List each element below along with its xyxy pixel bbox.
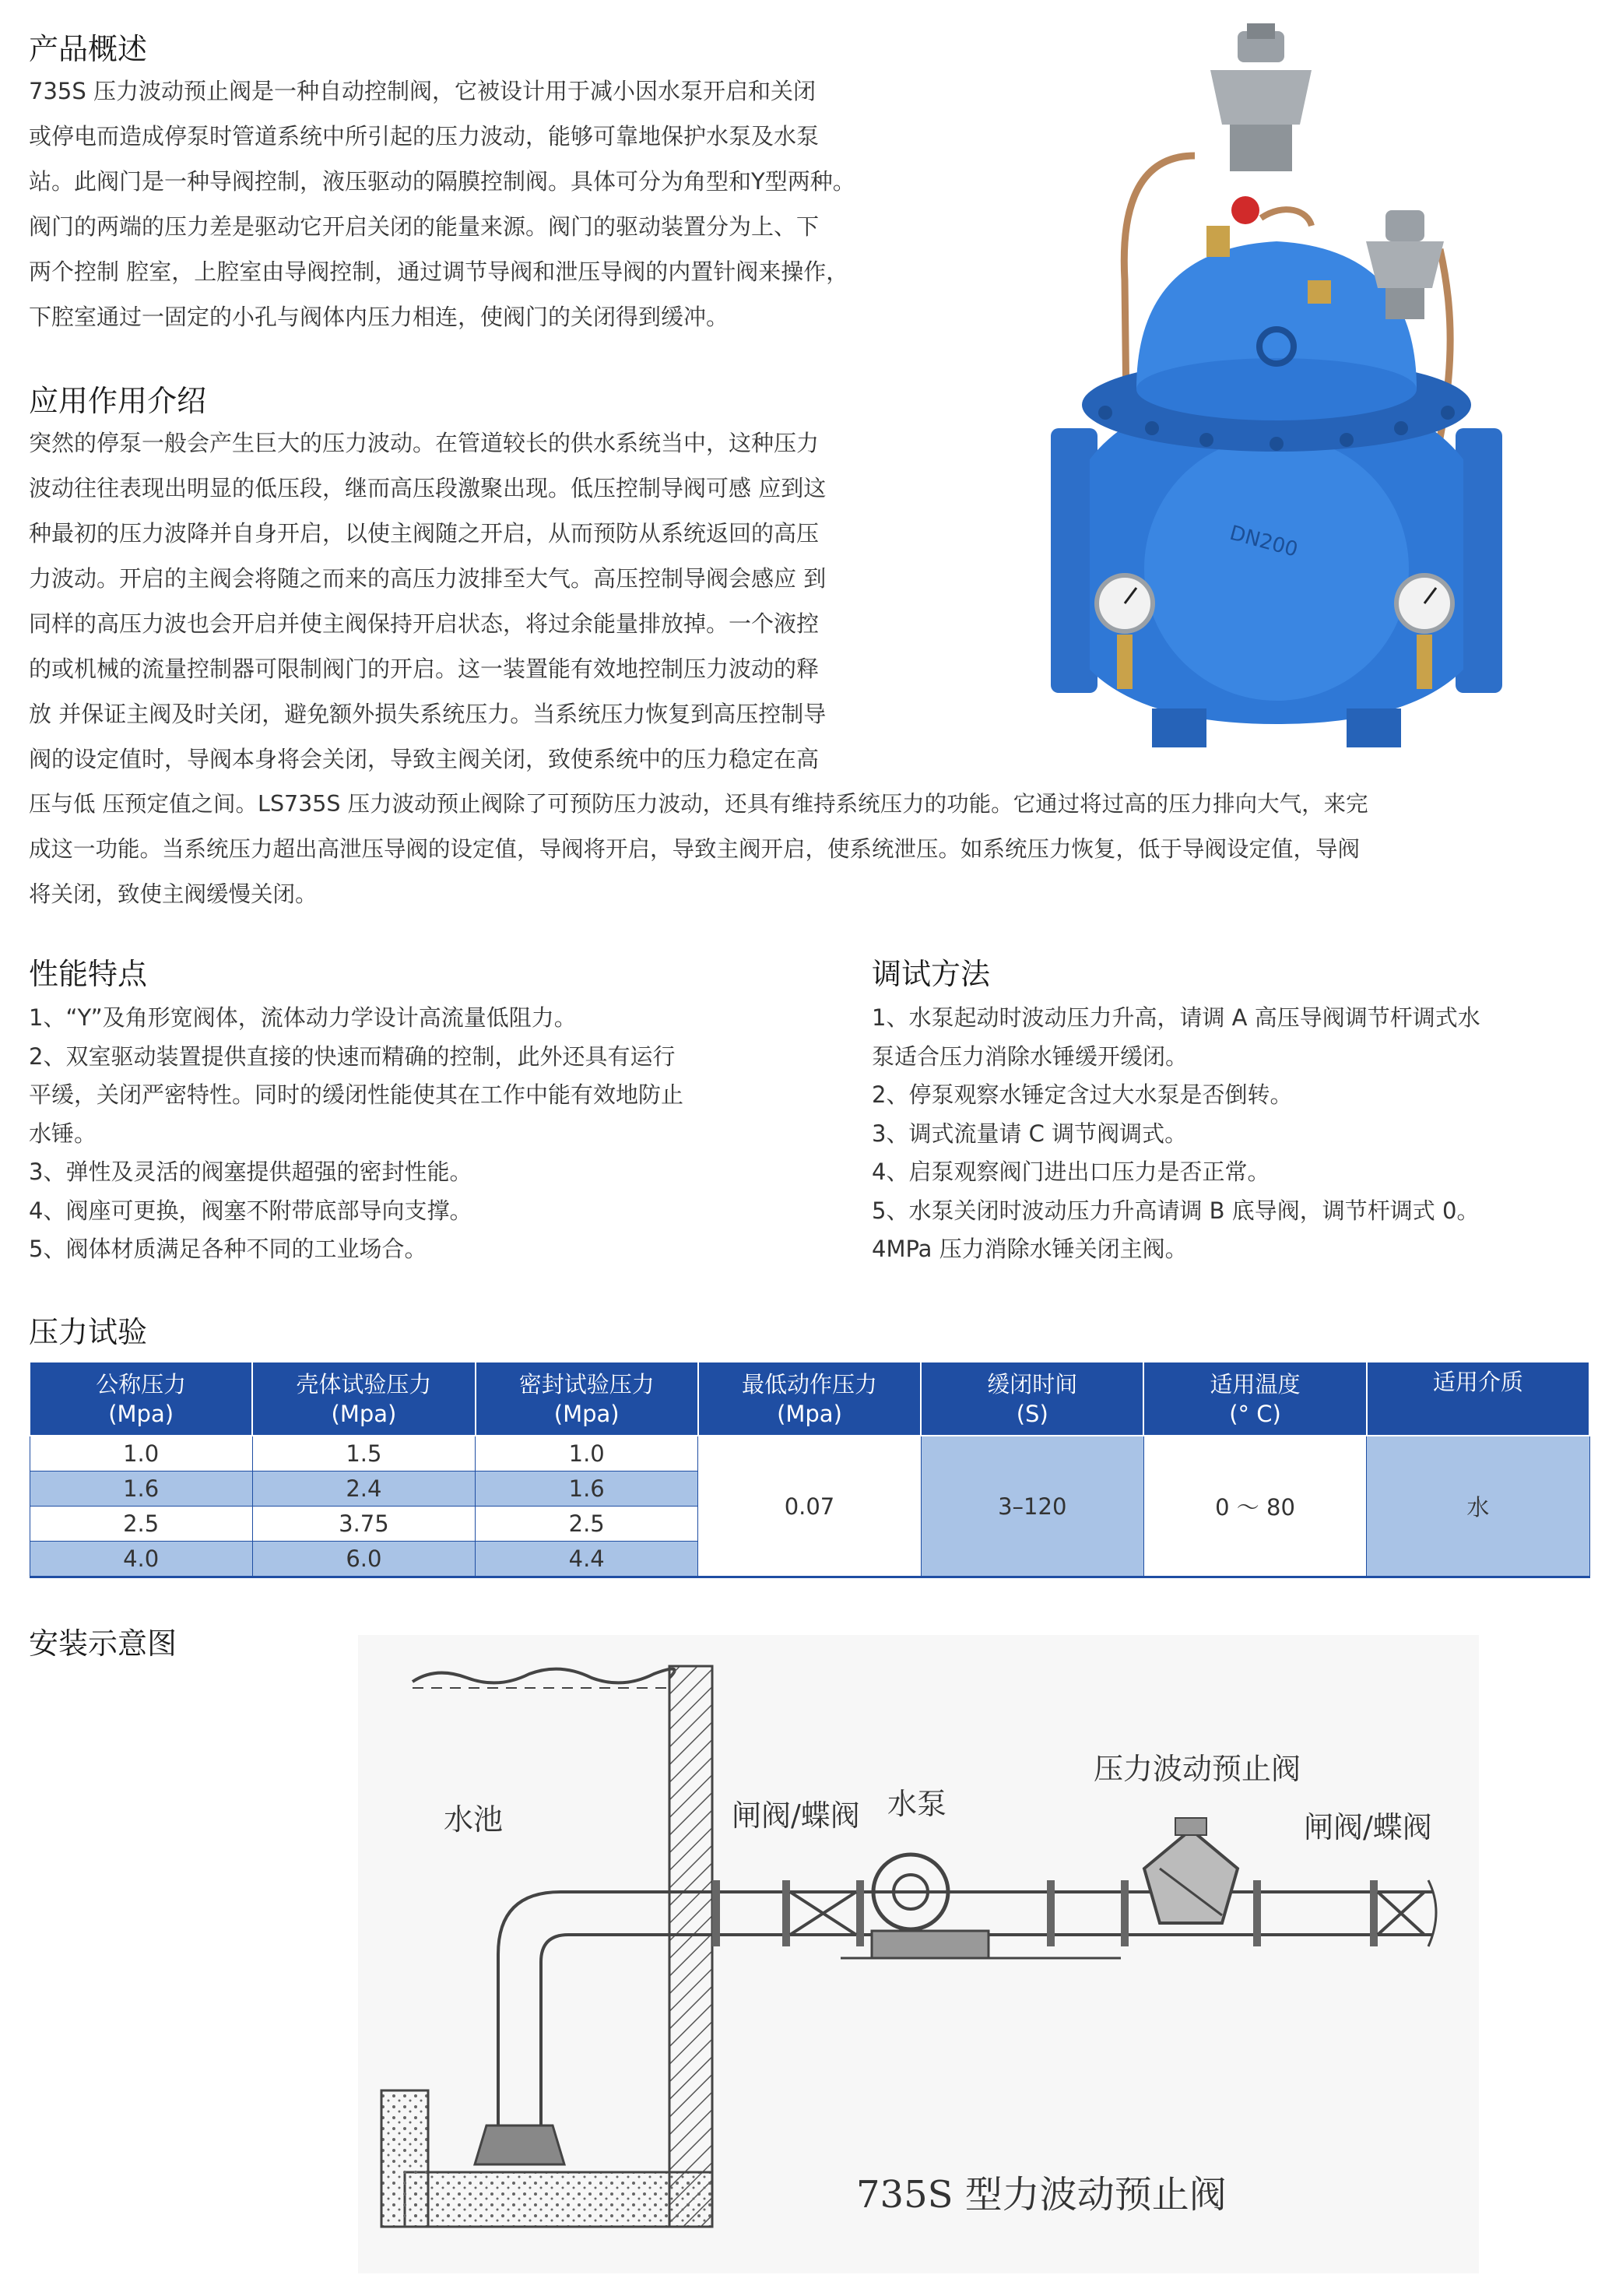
features-item: 水锤。 bbox=[29, 1120, 97, 1147]
table-cell: 4.0 bbox=[30, 1542, 252, 1577]
features-item: 1、“Y”及角形宽阀体，流体动力学设计高流量低阻力。 bbox=[29, 1004, 577, 1031]
overview-line: 或停电而造成停泵时管道系统中所引起的压力波动，能够可靠地保护水泵及水泵 bbox=[29, 123, 820, 149]
table-header bbox=[1143, 1362, 1366, 1436]
temperature-cell: 0 ～ 80 bbox=[1143, 1436, 1366, 1577]
overview-line: 阀门的两端的压力差是驱动它开启关闭的能量来源。阀门的驱动装置分为上、下 bbox=[29, 213, 820, 240]
header-line: (Mpa) bbox=[331, 1400, 397, 1427]
table-cell: 3.75 bbox=[252, 1507, 475, 1542]
header-line: 公称压力 bbox=[96, 1370, 187, 1398]
header-line: (Mpa) bbox=[108, 1400, 174, 1427]
application-line: 的或机械的流量控制器可限制阀门的开启。这一装置能有效地控制压力波动的释 bbox=[29, 656, 820, 682]
gate-valve-label-1: 闸阀/蝶阀 bbox=[732, 1798, 860, 1833]
header-line: 最低动作压力 bbox=[741, 1370, 877, 1398]
application-full-line: 压与低 压预定值之间。LS735S 压力波动预止阀除了可预防压力波动，还具有维持系统压力的功能。它通过将过高的压力排向大气，来完 bbox=[29, 791, 1368, 817]
installation-diagram-svg bbox=[358, 1635, 1479, 2273]
pressure-test-title: 压力试验 bbox=[29, 1315, 148, 1349]
features-item: 4、阀座可更换，阀塞不附带底部导向支撑。 bbox=[29, 1197, 472, 1224]
medium-cell: 水 bbox=[1367, 1436, 1589, 1577]
table-header bbox=[698, 1362, 921, 1436]
table-row bbox=[30, 1436, 1589, 1471]
gate-valve-label-2: 闸阀/蝶阀 bbox=[1304, 1810, 1432, 1844]
application-line: 波动往往表现出明显的低压段，继而高压段激聚出现。低压控制导阀可感 应到这 bbox=[29, 475, 827, 501]
debug-list bbox=[872, 999, 1480, 1269]
valve-product-image bbox=[1051, 23, 1502, 755]
application-line: 同样的高压力波也会开启并使主阀保持开启状态，将过余能量排放掉。一个液控 bbox=[29, 610, 820, 637]
table-cell: 4.4 bbox=[476, 1542, 698, 1577]
features-item: 3、弹性及灵活的阀塞提供超强的密封性能。 bbox=[29, 1159, 472, 1185]
debug-item: 3、调式流量请 C 调节阀调式。 bbox=[872, 1120, 1188, 1147]
diagram-caption: 735S 型力波动预止阀 bbox=[856, 2173, 1227, 2217]
overview-line: 站。此阀门是一种导阀控制，液压驱动的隔膜控制阀。具体可分为角型和Y型两种。 bbox=[29, 168, 855, 195]
features-item: 2、双室驱动装置提供直接的快速而精确的控制，此外还具有运行 bbox=[29, 1043, 676, 1070]
table-header bbox=[1367, 1362, 1589, 1436]
table-header bbox=[30, 1362, 252, 1436]
features-item: 平缓，关闭严密特性。同时的缓闭性能使其在工作中能有效地防止 bbox=[29, 1081, 684, 1108]
application-line: 种最初的压力波降并自身开启，以使主阀随之开启，从而预防从系统返回的高压 bbox=[29, 520, 820, 547]
header-line: 适用介质 bbox=[1432, 1369, 1523, 1395]
application-continuation bbox=[29, 782, 1368, 917]
debug-item: 5、水泵关闭时波动压力升高请调 B 底导阀，调节杆调式 0。 bbox=[872, 1197, 1480, 1224]
table-header-row bbox=[30, 1362, 1589, 1436]
debug-item: 泵适合压力消除水锤缓开缓闭。 bbox=[872, 1043, 1189, 1070]
overview-paragraph bbox=[29, 69, 855, 339]
table-cell: 1.0 bbox=[476, 1436, 698, 1471]
table-cell: 2.5 bbox=[476, 1507, 698, 1542]
features-title: 性能特点 bbox=[29, 957, 148, 991]
pump-label: 水泵 bbox=[887, 1787, 947, 1821]
application-line: 突然的停泵一般会产生巨大的压力波动。在管道较长的供水系统当中，这种压力 bbox=[29, 430, 820, 456]
debug-item: 4、启泵观察阀门进出口压力是否正常。 bbox=[872, 1159, 1270, 1185]
table-cell: 1.5 bbox=[252, 1436, 475, 1471]
overview-line: 下腔室通过一固定的小孔与阀体内压力相连，使阀门的关闭得到缓冲。 bbox=[29, 304, 729, 330]
application-full-line: 将关闭，致使主阀缓慢关闭。 bbox=[29, 881, 318, 907]
header-line: (Mpa) bbox=[553, 1400, 620, 1427]
table-cell: 2.5 bbox=[30, 1507, 252, 1542]
close-time-cell: 3–120 bbox=[921, 1436, 1143, 1577]
surge-valve-label: 压力波动预止阀 bbox=[1094, 1752, 1301, 1786]
overview-line: 两个控制 腔室，上腔室由导阀控制，通过调节导阀和泄压导阀的内置针阀来操作， bbox=[29, 258, 849, 285]
table-cell: 1.0 bbox=[30, 1436, 252, 1471]
header-line: 缓闭时间 bbox=[987, 1370, 1078, 1398]
pool-label: 水池 bbox=[444, 1802, 504, 1837]
table-header bbox=[921, 1362, 1143, 1436]
header-line: (° C) bbox=[1229, 1400, 1281, 1427]
table-header bbox=[252, 1362, 475, 1436]
debug-item: 1、水泵起动时波动压力升高，请调 A 高压导阀调节杆调式水 bbox=[872, 1004, 1480, 1031]
pressure-test-table bbox=[29, 1361, 1590, 1578]
debug-item: 4MPa 压力消除水锤关闭主阀。 bbox=[872, 1236, 1188, 1262]
overview-title: 产品概述 bbox=[29, 32, 148, 66]
application-full-line: 成这一功能。当系统压力超出高泄压导阀的设定值，导阀将开启，导致主阀开启，使系统泄压。如系统压力恢复，低于导阀设定值，导阀 bbox=[29, 836, 1361, 862]
application-line: 放 并保证主阀及时关闭，避免额外损失系统压力。当系统压力恢复到高压控制导 bbox=[29, 701, 827, 727]
application-paragraph bbox=[29, 420, 826, 782]
min-pressure-cell: 0.07 bbox=[698, 1436, 921, 1577]
table-cell: 1.6 bbox=[476, 1471, 698, 1507]
table-cell: 1.6 bbox=[30, 1471, 252, 1507]
header-line: 适用温度 bbox=[1210, 1370, 1301, 1398]
features-list bbox=[29, 999, 683, 1269]
installation-diagram bbox=[358, 1635, 1479, 2273]
application-line: 力波动。开启的主阀会将随之而来的高压力波排至大气。高压控制导阀会感应 到 bbox=[29, 565, 827, 592]
install-title: 安装示意图 bbox=[29, 1626, 177, 1661]
debug-item: 2、停泵观察水锤定含过大水泵是否倒转。 bbox=[872, 1081, 1293, 1108]
table-cell: 2.4 bbox=[252, 1471, 475, 1507]
valve-illustration bbox=[1051, 23, 1502, 755]
header-line: 密封试验压力 bbox=[518, 1370, 655, 1398]
application-title: 应用作用介绍 bbox=[29, 384, 207, 418]
table-cell: 6.0 bbox=[252, 1542, 475, 1577]
svg-text:DN200: DN200 bbox=[1227, 521, 1301, 562]
header-line: 壳体试验压力 bbox=[296, 1370, 432, 1398]
header-line: (Mpa) bbox=[777, 1400, 842, 1427]
application-line: 阀的设定值时，导阀本身将会关闭，导致主阀关闭，致使系统中的压力稳定在高 bbox=[29, 746, 820, 772]
features-item: 5、阀体材质满足各种不同的工业场合。 bbox=[29, 1236, 427, 1262]
debug-title: 调试方法 bbox=[872, 957, 991, 991]
overview-line: 735S 压力波动预止阀是一种自动控制阀，它被设计用于减小因水泵开启和关闭 bbox=[29, 78, 816, 104]
header-line: (S) bbox=[1016, 1400, 1048, 1427]
table-header bbox=[476, 1362, 698, 1436]
